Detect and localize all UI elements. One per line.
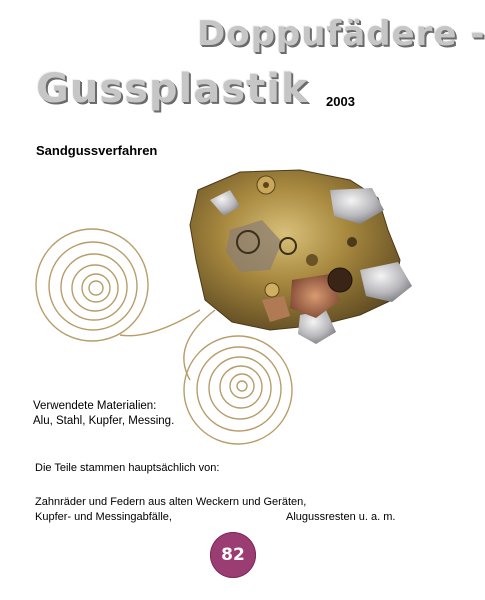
spring-coil-lower [184,310,292,444]
title-line-1: Doppufädere - [197,14,485,54]
page-number-badge [210,532,256,578]
sources-line-2a: Kupfer- und Messingabfälle, [35,511,172,523]
sources-line-1: Zahnräder und Federn aus alten Weckern und Geräten, [35,496,307,508]
materials-heading: Verwendete Materialien: [33,400,157,412]
materials-text [33,399,174,429]
sources-intro: Die Teile stammen hauptsächlich von: [35,462,220,474]
cast-sculpture [190,170,412,344]
title-line-2: Gussplastik [36,66,309,112]
sources-line-2b: Alugussresten u. a. m. [286,511,396,523]
page-number: 82 [221,545,245,565]
subtitle: Sandgussverfahren [36,143,158,158]
year-label: 2003 [326,94,355,109]
spring-coil-upper [36,229,200,341]
materials-list: Alu, Stahl, Kupfer, Messing. [33,415,175,427]
